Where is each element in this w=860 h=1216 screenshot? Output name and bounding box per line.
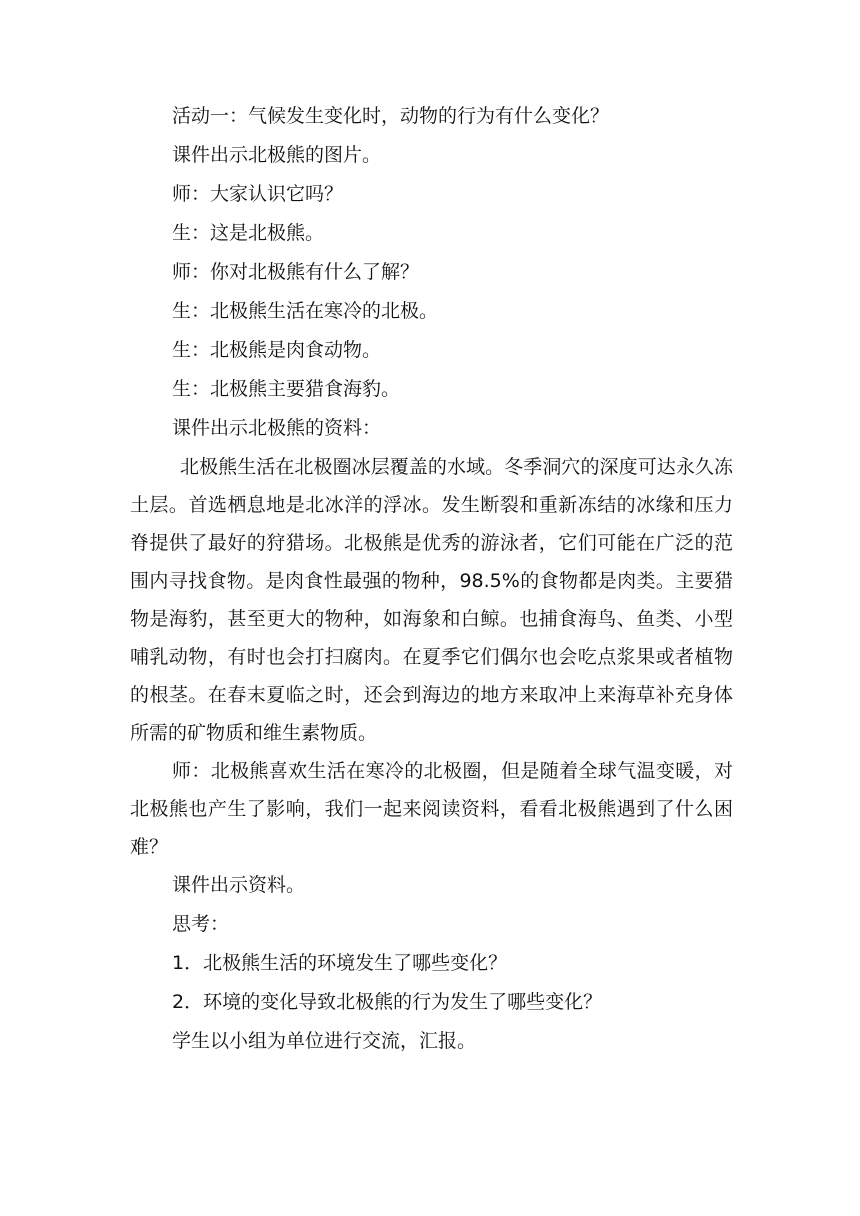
- text-line: 生：北极熊主要猎食海豹。: [172, 378, 401, 400]
- document-body: [130, 97, 733, 1061]
- text-line: 课件出示北极熊的图片。: [172, 144, 382, 166]
- text-line: 生：北极熊是肉食动物。: [172, 339, 382, 361]
- polar-bear-info-paragraph: 北极熊生活在北极圈冰层覆盖的水域。冬季洞穴的深度可达永久冻土层。首选栖息地是北冰洋的浮冰。发生断裂和重新冻结的冰缘和压力脊提供了最好的狩猎场。北极熊是优秀的游泳者，它们可能在广泛的范围内寻找食物。是肉食性最强的物种，98.5%的食物都是肉类。主要猎物是海豹，甚至更大的物种，如海象和白鲸。也捕食海鸟、鱼类、小型哺乳动物，有时也会打扫腐肉。在夏季它们偶尔也会吃点浆果或者植物的根茎。在春末夏临之时，还会到海边的地方来取冲上来海草补充身体所需的矿物质和维生素物质。: [130, 456, 733, 744]
- text-line: 学生以小组为单位进行交流，汇报。: [172, 1030, 477, 1052]
- text-line: 思考：: [172, 913, 230, 935]
- text-line: 师：大家认识它吗？: [172, 183, 344, 205]
- activity-heading: 活动一：气候发生变化时，动物的行为有什么变化？: [172, 105, 610, 127]
- question-item: 2．环境的变化导致北极熊的行为发生了哪些变化？: [172, 991, 603, 1013]
- text-line: 师：你对北极熊有什么了解？: [172, 261, 420, 283]
- question-item: 1．北极熊生活的环境发生了哪些变化？: [172, 952, 508, 974]
- teacher-paragraph: 师：北极熊喜欢生活在寒冷的北极圈，但是随着全球气温变暖，对北极熊也产生了影响，我们一起来阅读资料，看看北极熊遇到了什么困难？: [130, 760, 733, 858]
- text-line: 生：这是北极熊。: [172, 222, 325, 244]
- text-line: 课件出示北极熊的资料：: [172, 417, 382, 439]
- text-line: 生：北极熊生活在寒冷的北极。: [172, 300, 439, 322]
- text-line: 课件出示资料。: [172, 874, 306, 896]
